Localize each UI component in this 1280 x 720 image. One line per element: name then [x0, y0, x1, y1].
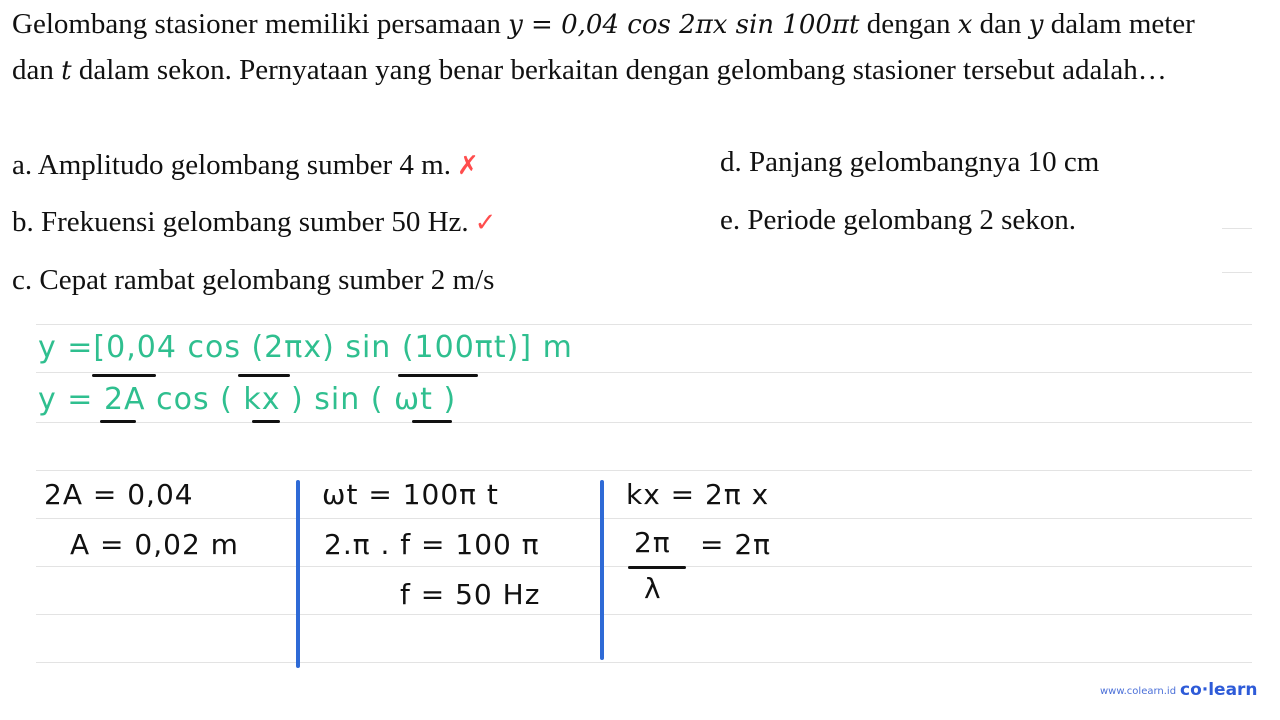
variable-y: y: [1028, 10, 1044, 40]
amplitude-step-1: 2A = 0,04: [44, 478, 194, 511]
question-part: dengan: [859, 8, 958, 40]
colearn-logo: co·learn: [1180, 680, 1258, 700]
footer-url[interactable]: www.colearn.id: [1100, 686, 1177, 697]
underline: [238, 374, 290, 377]
frequency-step-3: f = 50 Hz: [400, 578, 541, 611]
option-d: [720, 144, 1099, 180]
wavenumber-step-1: kx = 2π x: [626, 478, 770, 511]
ruled-line: [36, 422, 1252, 423]
fraction-bar: [628, 566, 686, 569]
option-a: [12, 147, 479, 184]
ruled-line: [1222, 272, 1252, 273]
ruled-line: [36, 518, 1252, 519]
amplitude-step-2: A = 0,02 m: [70, 528, 239, 561]
question-part: dalam sekon. Pernyataan yang benar berkaitan dengan gelombang stasioner tersebut adalah…: [71, 54, 1167, 86]
option-e: [720, 202, 1076, 238]
ruled-line: [36, 614, 1252, 615]
fraction-numerator: 2π: [634, 526, 671, 559]
frequency-step-2: 2.π . f = 100 π: [324, 528, 540, 561]
option-e-text: e. Periode gelombang 2 sekon.: [720, 204, 1076, 236]
wave-equation: y = 0,04 cos 2πx sin 100πt: [508, 10, 860, 40]
ruled-line: [36, 372, 1252, 373]
handwritten-equation-1: y =[0,04 cos (2πx) sin (100πt)] m: [38, 330, 573, 365]
ruled-line: [36, 662, 1252, 663]
option-d-text: d. Panjang gelombangnya 10 cm: [720, 146, 1100, 178]
option-b-text: b. Frekuensi gelombang sumber 50 Hz.: [12, 206, 469, 238]
option-b: [12, 204, 496, 241]
underline: [412, 420, 452, 423]
question-part: Gelombang stasioner memiliki persamaan: [12, 8, 509, 40]
question-part: dalam meter dan: [12, 8, 1195, 86]
fraction-denominator: λ: [644, 572, 662, 605]
correct-mark-icon: ✓: [474, 208, 497, 238]
underline: [252, 420, 280, 423]
ruled-line: [36, 324, 1252, 325]
question-part: dan: [972, 8, 1029, 40]
underline: [92, 374, 156, 377]
wrong-mark-icon: ✗: [456, 151, 479, 181]
underline: [100, 420, 136, 423]
variable-x: x: [957, 10, 973, 40]
ruled-line: [1222, 228, 1252, 229]
frequency-step-1: ωt = 100π t: [322, 478, 499, 511]
column-divider: [600, 480, 604, 660]
option-c-text: c. Cepat rambat gelombang sumber 2 m/s: [12, 264, 495, 296]
ruled-line: [36, 470, 1252, 471]
wavenumber-step-rhs: = 2π: [700, 528, 772, 561]
option-c: [12, 262, 494, 298]
handwritten-equation-2: y = 2A cos ( kx ) sin ( ωt ): [38, 382, 457, 417]
column-divider: [296, 480, 300, 668]
question-text: [12, 2, 1242, 94]
option-a-text: a. Amplitudo gelombang sumber 4 m.: [12, 149, 451, 181]
variable-t: t: [61, 56, 72, 86]
underline: [398, 374, 478, 377]
